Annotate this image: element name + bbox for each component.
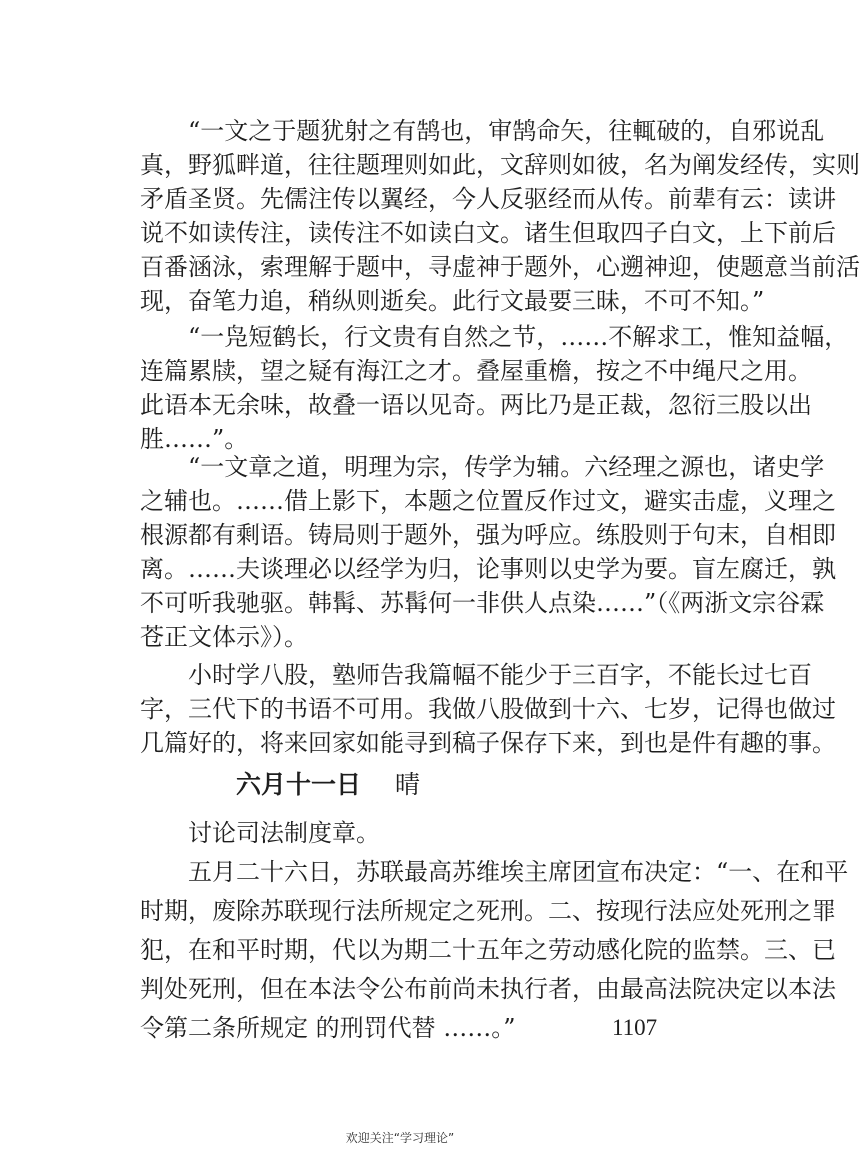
paragraph-4-line-2: 字，三代下的书语不可用。我做八股做到十六、七岁，记得也做过 [140, 695, 836, 723]
diary-weather: 晴 [395, 770, 421, 799]
paragraph-3-line-3: 根源都有剩语。铸局则于题外，强为呼应。练股则于句末，自相即 [140, 521, 836, 549]
paragraph-3-line-6: 苍正文体示》）。 [140, 623, 308, 651]
paragraph-1-line-2: 真，野狐畔道，往往题理则如此，文辞则如彼，名为阐发经传，实则 [140, 151, 860, 179]
paragraph-2-line-4: 胜……”。 [140, 425, 249, 453]
paragraph-1-line-6: 现，奋笔力追，稍纵则逝矣。此行文最要三昧，不可不知。” [140, 287, 765, 315]
paragraph-1-line-3: 矛盾圣贤。先儒注传以翼经，今人反驱经而从传。前辈有云：读讲 [140, 185, 836, 213]
page-number: 1107 [612, 1015, 658, 1040]
paragraph-2-line-1: “一凫短鹤长，行文贵有自然之节，……不解求工，惟知益幅， [188, 323, 849, 351]
footer-caption: 欢迎关注“学习理论” [345, 1131, 455, 1145]
diary-line-5: 判处死刑，但在本法令公布前尚未执行者，由最高法院决定以本法 [140, 975, 836, 1003]
paragraph-2-line-3: 此语本无余味，故叠一语以见奇。两比乃是正裁，忽衍三股以出 [140, 391, 812, 419]
paragraph-1-line-5: 百番涵泳，索理解于题中，寻虚神于题外，心遡神迎，使题意当前活 [140, 253, 860, 281]
paragraph-4-line-1: 小时学八股，塾师告我篇幅不能少于三百字，不能长过七百 [188, 661, 812, 689]
diary-line-4: 犯，在和平时期，代以为期二十五年之劳动感化院的监禁。三、已 [140, 936, 836, 964]
paragraph-3-line-5: 不可听我驰驱。韩髯、苏髯何一非供人点染……”（《两浙文宗谷霖 [140, 589, 825, 617]
paragraph-2-line-2: 连篇累牍，望之疑有海江之才。叠屋重檐，按之不中绳尺之用。 [140, 357, 812, 385]
paragraph-4-line-3: 几篇好的，将来回家如能寻到稿子保存下来，到也是件有趣的事。 [140, 729, 836, 757]
paragraph-3-line-4: 离。……夫谈理必以经学为归，论事则以史学为要。盲左腐迁，孰 [140, 555, 836, 583]
diary-date: 六月十一日 [236, 770, 362, 799]
paragraph-3-line-2: 之辅也。……借上影下，本题之位置反作过文，避实击虚，义理之 [140, 487, 836, 515]
diary-line-1: 讨论司法制度章。 [188, 819, 380, 847]
diary-line-6: 令第二条所规定 的刑罚代替 ……。” [140, 1014, 516, 1042]
diary-line-3: 时期，废除苏联现行法所规定之死刑。二、按现行法应处死刑之罪 [140, 897, 836, 925]
paragraph-1-line-1: “一文之于题犹射之有鹄也，审鹄命矢，往輒破的，自邪说乱 [188, 117, 825, 145]
diary-date-heading [236, 770, 420, 800]
paragraph-1-line-4: 说不如读传注，读传注不如读白文。诸生但取四子白文，上下前后 [140, 219, 836, 247]
diary-line-2: 五月二十六日，苏联最高苏维埃主席团宣布决定：“一、在和平 [188, 858, 849, 886]
paragraph-3-line-1: “一文章之道，明理为宗，传学为辅。六经理之源也，诸史学 [188, 453, 825, 481]
